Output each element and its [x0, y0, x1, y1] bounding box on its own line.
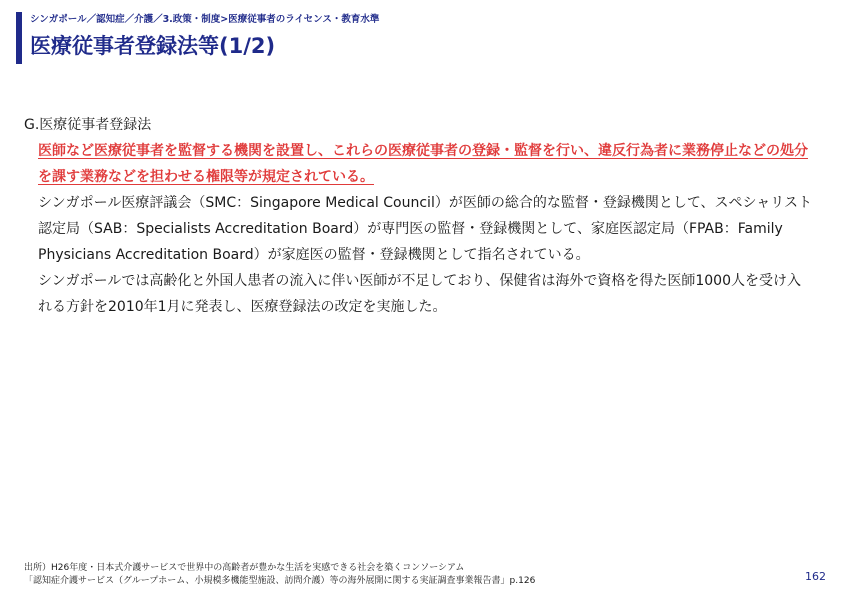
highlight-text: 医師など医療従事者を監督する機関を設置し、これらの医療従事者の登録・監督を行い、違反行為者に業務停止などの処分を課す業務などを担わせる権限等が規定されている。: [38, 143, 808, 185]
source-line-1: 出所）H26年度・日本式介護サービスで世界中の高齢者が豊かな生活を実感できる社会を築くコンソーシアム: [24, 563, 465, 573]
source-citation: [24, 562, 535, 588]
page-number: 162: [805, 570, 826, 583]
smc-paragraph: シンガポール医療評議会（SMC：Singapore Medical Council）が医師の総合的な監督・登録機関として、スペシャリスト認定局（SAB：Specialists Accreditation Board）が専門医の監督・登録機関として、家庭医認定局（FPAB：Family Physicians Accreditation Board）が家庭医の監督・登録機関として指名されている。: [38, 195, 812, 263]
reform-paragraph: シンガポールでは高齢化と外国人患者の流入に伴い医師が不足しており、保健省は海外で資格を得た医師1000人を受け入れる方針を2010年1月に発表し、医療登録法の改定を実施した。: [38, 273, 801, 315]
breadcrumb: シンガポール／認知症／介護／3.政策・制度>医療従事者のライセンス・教育水準: [30, 14, 380, 25]
highlight-paragraph: [24, 138, 814, 190]
page-title: 医療従事者登録法等(1/2): [30, 34, 276, 58]
section-heading: G.医療従事者登録法: [24, 117, 152, 133]
source-line-2: 「認知症介護サービス（グループホーム、小規模多機能型施設、訪問介護）等の海外展開に関する実証調査事業報告書」p.126: [24, 576, 536, 586]
title-accent-bar: [16, 12, 22, 64]
main-content: [24, 112, 814, 320]
